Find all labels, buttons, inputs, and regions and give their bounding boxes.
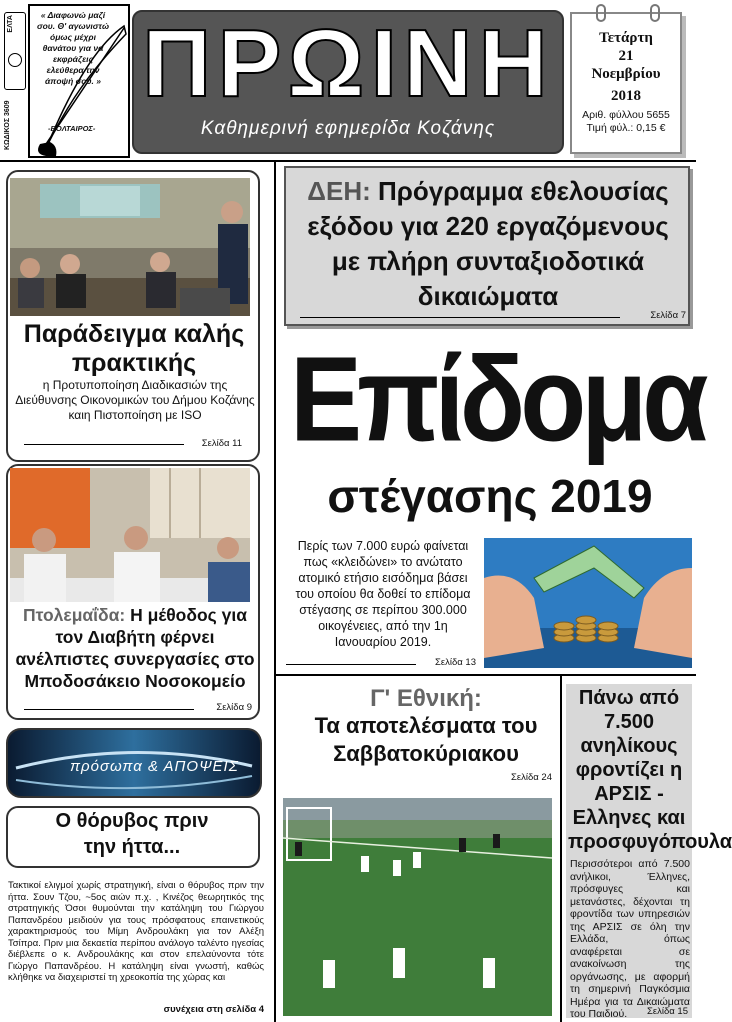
epidoma-body: Περίς των 7.000 ευρώ φαίνεται πως «κλειδώνει» το ανώτατο ατομικό ετήσιο εισόδημα βάσει του οποίου θα δοθεί το επίδομα στέγασης σε περίπου 300.000 οικογένειες, από την 1η Ιανουαρίου 2019. xyxy=(295,539,471,649)
date-number: 21 xyxy=(618,48,634,64)
opinion-title[interactable]: Ο θόρυβος πριν την ήττα... xyxy=(55,810,209,858)
story2-headline[interactable] xyxy=(14,604,256,692)
deh-lead: ΔΕΗ: xyxy=(307,176,371,206)
deh-title: Πρόγραμμα εθελουσίας εξόδου για 220 εργαζόμενους με πλήρη συνταξιοδοτικά δικαιώματα xyxy=(307,176,669,311)
calendar-ring-icon xyxy=(650,4,660,22)
newspaper-subtitle: Καθημερινή εφημερίδα Κοζάνης xyxy=(200,118,496,139)
masthead-rule xyxy=(0,160,696,162)
date-year: 2018 xyxy=(611,88,641,104)
issue-number: Αριθ. φύλλου 5655 xyxy=(582,109,670,121)
arsis-body: Περισσότεροι από 7.500 ανήλικοι, Έλληνες, πρόσφυγες και μετανάστες, δέχονται τη φροντίδα των υπηρεσιών της ΑΡΣΙΣ σε όλη την Ελλάδα, όπως αναφέρεται σε ανακοίνωση της οργάνωσης, με αφορμή τη σημερινή Παγκόσμια Ημέρα για τα Δικαιώματα του Παιδιού. xyxy=(570,858,690,1020)
football-lead: Γ' Εθνική: xyxy=(370,685,482,712)
column-rule xyxy=(274,160,276,1022)
meeting-photo xyxy=(10,178,250,316)
story1-rule xyxy=(24,444,184,445)
newspaper-title: ΠΡΩΙΝΗ xyxy=(142,10,554,117)
deh-page: Σελίδα 7 xyxy=(650,310,686,321)
story2-title: Η μέθοδος για τον Διαβήτη φέρνει ανέλπιστες συνεργασίες στο Μποδοσάκειο Νοσοκομείο xyxy=(15,605,255,691)
voltaire-quote: « Διαφωνώ μαζί σου. Θ' αγωνιστώ όμως μέχρι θανάτου για να εκφράζεις ελεύθερα την άποψή σου. » xyxy=(36,10,110,86)
elta-stamp xyxy=(4,12,26,90)
calendar-ring-icon xyxy=(596,4,606,22)
opinion-continue-link[interactable]: συνέχεια στη σελίδα 4 xyxy=(163,1004,264,1015)
arsis-page: Σελίδα 15 xyxy=(647,1006,688,1017)
story1-subtitle: η Προτυποποίηση Διαδικασιών της Διεύθυνσης Οικονομικών του Δήμου Κοζάνης καιη Πιστοποίηση με ISO xyxy=(15,378,255,422)
banner-text: πρόσωπα & ΑΠΟΨΕΙΣ xyxy=(70,758,239,775)
story1-title[interactable]: Παράδειγμα καλής πρακτικής xyxy=(23,320,245,377)
postal-code: ΚΩΔΙΚΟΣ 3609 xyxy=(4,100,11,150)
money-house-photo xyxy=(484,538,692,668)
football-title[interactable]: Τα αποτελέσματα του Σαββατοκύριακου xyxy=(314,713,538,766)
hospital-photo xyxy=(10,468,250,602)
elta-seal-icon xyxy=(8,53,22,67)
quote-author: -ΒΟΛΤΑΙΡΟΣ- xyxy=(48,124,96,133)
date-month: Νοεμβρίου xyxy=(591,66,661,82)
deh-headline[interactable] xyxy=(292,174,684,314)
date-day: Τετάρτη xyxy=(599,30,653,46)
epidoma-subtitle[interactable]: στέγασης 2019 xyxy=(327,470,653,522)
football-page: Σελίδα 24 xyxy=(511,772,552,783)
deh-rule xyxy=(300,317,620,318)
story2-rule xyxy=(24,709,194,710)
opinion-body: Τακτικοί ελιγμοί χωρίς στρατηγική, είναι ο θόρυβος πριν την ήττα. Σουν Τζου, ~5ος αιών π.χ. , Κινέζος θεωρητικός της στρατηγικής Όσοι θυμούνται την κατάληψη του Γιώργου Παπανδρέου μειδιούν για τους πρόσφατους επαινετικούς χαρακτηρισμούς του Μίμη Ανδρουλάκη για τον Αλέξη Τσίπρα. Πριν μια δεκαετία περίπου ανάλογο ταλέντο ηγεσίας διέβλεπε ο κ. Ανδρουλάκης και στον επελαύνοντα τότε Γιώργο Παπανδρέου. Η κατάληψη είναι γνωστή, καθώς κλήθηκε να διαχειριστεί τη χρεοκοπία της χώρας και xyxy=(8,880,264,983)
epidoma-title[interactable]: Επίδομα xyxy=(290,330,704,467)
epidoma-page: Σελίδα 13 xyxy=(435,657,476,668)
story2-page: Σελίδα 9 xyxy=(216,702,252,713)
elta-label: ΕΛΤΑ xyxy=(7,15,14,33)
story1-page: Σελίδα 11 xyxy=(201,438,242,449)
section-rule xyxy=(274,674,696,676)
epidoma-rule xyxy=(286,664,416,665)
story2-lead: Πτολεμαΐδα: xyxy=(23,605,126,625)
football-photo xyxy=(283,798,552,1016)
arsis-title[interactable]: Πάνω από 7.500 ανηλίκους φροντίζει η ΑΡΣΙΣ - Ελληνες και προσφυγόπουλα xyxy=(568,687,732,853)
issue-price: Τιμή φύλ.: 0,15 € xyxy=(586,122,666,134)
